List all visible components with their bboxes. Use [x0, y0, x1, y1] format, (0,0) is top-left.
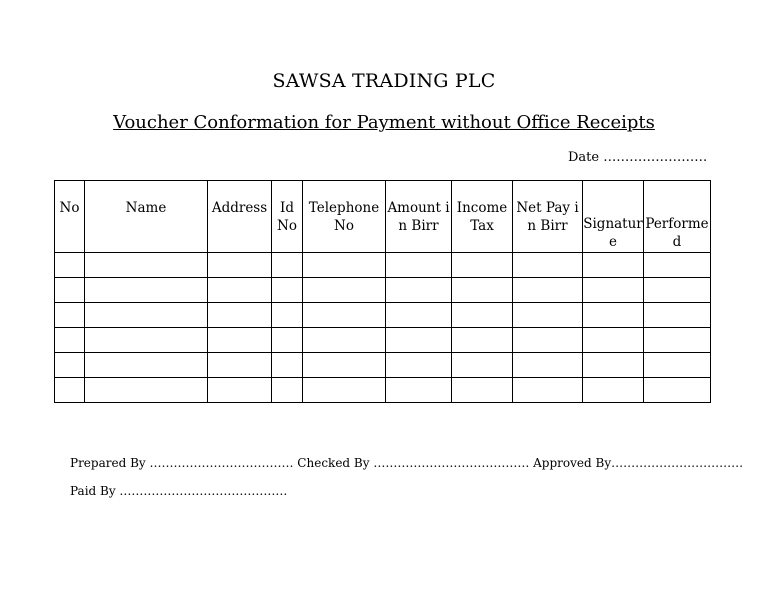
col-signature: Signature [583, 181, 644, 253]
table-cell [272, 328, 303, 353]
voucher-heading: Voucher Conformation for Payment without Office Receipts [113, 112, 655, 133]
table-cell [272, 253, 303, 278]
col-performed: Performed [644, 181, 711, 253]
table-cell [55, 253, 85, 278]
table-cell [644, 253, 711, 278]
table-row [55, 303, 711, 328]
table-cell [452, 353, 513, 378]
col-address: Address [208, 181, 272, 253]
table-cell [452, 253, 513, 278]
signoff-line: Prepared By ……………………………… Checked By ………………………………… Approved By…………………………… [70, 456, 744, 470]
table-cell [583, 378, 644, 403]
table-cell [513, 253, 583, 278]
table-cell [85, 328, 208, 353]
table-cell [85, 353, 208, 378]
table-row [55, 328, 711, 353]
col-net-pay: Net Pay in Birr [513, 181, 583, 253]
table-cell [55, 303, 85, 328]
table-cell [583, 278, 644, 303]
table-cell [272, 353, 303, 378]
table-cell [513, 278, 583, 303]
table-cell [303, 278, 386, 303]
table-cell [513, 303, 583, 328]
table-cell [583, 303, 644, 328]
table-header-row [55, 181, 711, 253]
table-cell [85, 278, 208, 303]
table-cell [272, 278, 303, 303]
table-cell [386, 278, 452, 303]
table-row [55, 353, 711, 378]
table-row [55, 378, 711, 403]
table-cell [452, 328, 513, 353]
table-cell [386, 253, 452, 278]
date-field: Date …………………… [568, 150, 708, 165]
table-cell [208, 378, 272, 403]
col-no: No [55, 181, 85, 253]
paid-by-line: Paid By …………………………………… [70, 484, 288, 498]
table-cell [513, 378, 583, 403]
table-cell [644, 378, 711, 403]
table-cell [583, 353, 644, 378]
table-cell [303, 378, 386, 403]
table-cell [513, 353, 583, 378]
table-row [55, 278, 711, 303]
table-cell [208, 328, 272, 353]
table-cell [452, 278, 513, 303]
table-cell [303, 328, 386, 353]
table-row [55, 253, 711, 278]
table-cell [386, 378, 452, 403]
table-cell [85, 378, 208, 403]
table-cell [386, 328, 452, 353]
table-cell [208, 303, 272, 328]
table-cell [303, 303, 386, 328]
table-cell [644, 303, 711, 328]
table-cell [513, 328, 583, 353]
table-cell [55, 278, 85, 303]
table-cell [208, 253, 272, 278]
voucher-table [54, 180, 711, 403]
table-cell [386, 303, 452, 328]
col-telephone-no: Telephone No [303, 181, 386, 253]
table-cell [85, 253, 208, 278]
col-amount-in-birr: Amount in Birr [386, 181, 452, 253]
table-cell [272, 378, 303, 403]
col-income-tax: Income Tax [452, 181, 513, 253]
table-cell [303, 253, 386, 278]
col-name: Name [85, 181, 208, 253]
table-cell [272, 303, 303, 328]
table-cell [452, 378, 513, 403]
table-cell [386, 353, 452, 378]
table-cell [55, 378, 85, 403]
table-cell [55, 328, 85, 353]
table-cell [644, 328, 711, 353]
table-cell [644, 353, 711, 378]
table-cell [208, 278, 272, 303]
company-title: SAWSA TRADING PLC [272, 70, 496, 92]
col-id-no: Id No [272, 181, 303, 253]
table-cell [583, 253, 644, 278]
table-cell [583, 328, 644, 353]
table-cell [644, 278, 711, 303]
table-cell [55, 353, 85, 378]
table-cell [85, 303, 208, 328]
table-cell [208, 353, 272, 378]
table-cell [303, 353, 386, 378]
table-cell [452, 303, 513, 328]
